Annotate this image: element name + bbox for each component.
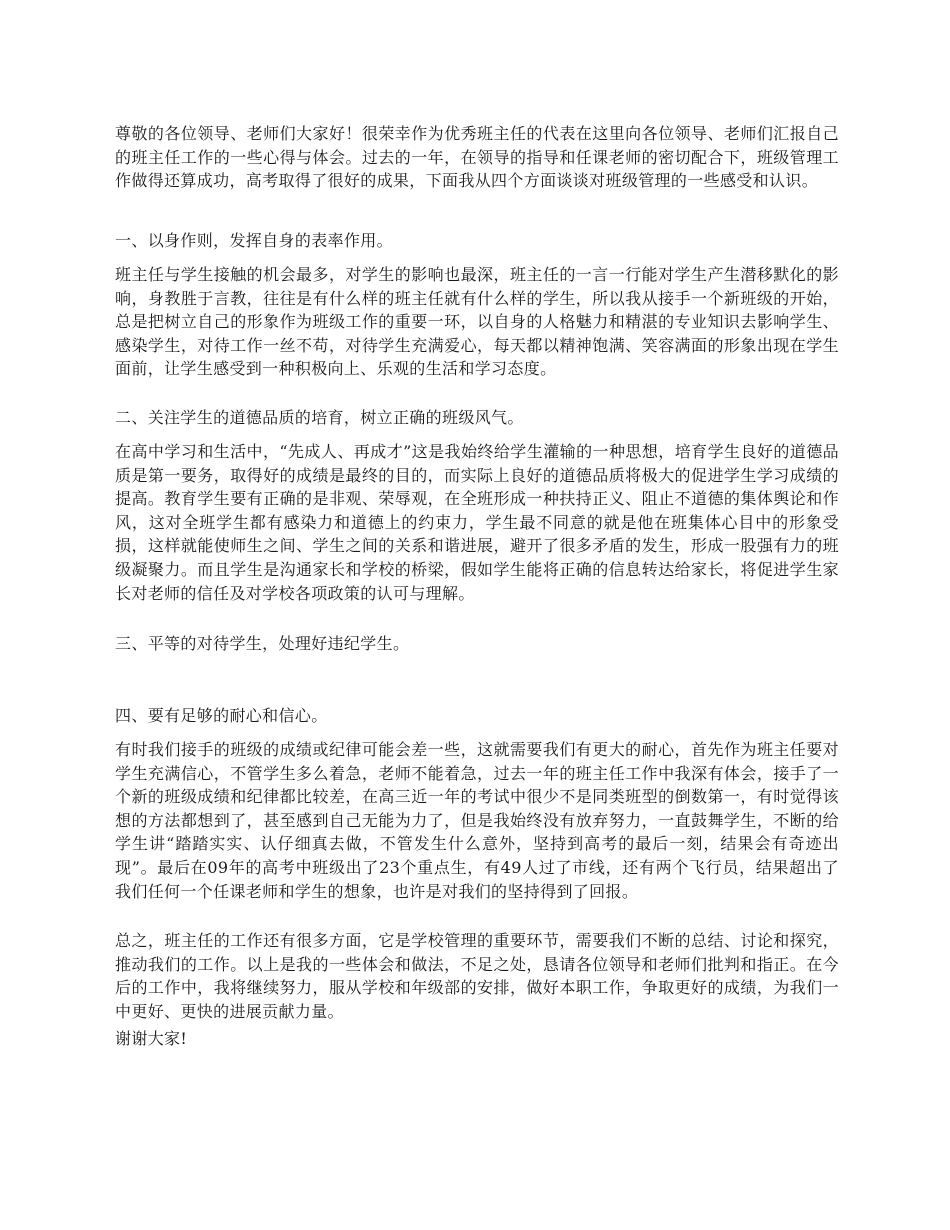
conclusion-paragraph: 总之，班主任的工作还有很多方面，它是学校管理的重要环节，需要我们不断的总结、讨论和探究，推动我们的工作。以上是我的一些体会和做法，不足之处，恳请各位领导和老师们批判和指正。在今后的工作中，我将继续努力，服从学校和年级部的安排，做好本职工作，争取更好的成绩，为我们一中更好、更快的进展贡献力量。 [115,931,839,1021]
section-4-paragraph: 有时我们接手的班级的成绩或纪律可能会差一些，这就需要我们有更大的耐心，首先作为班主任要对学生充满信心，不管学生多么着急，老师不能着急，过去一年的班主任工作中我深有体会，接手了一个新的班级成绩和纪律都比较差，在高三近一年的考试中很少不是同类班型的倒数第一，有时觉得该想的方法都想到了，甚至感到自己无能为力了，但是我始终没有放弃努力，一直鼓舞学生，不断的给学生讲“踏踏实实、认仔细真去做，不管发生什么意外，坚持到高考的最后一刻，结果会有奇迹出现”。最后在09年的高考中班级出了23个重点生，有49人过了市线，还有两个飞行员，结果超出了我们任何一个任课老师和学生的想象，也许是对我们的坚持得到了回报。 [115,740,839,901]
section-heading-2: 二、关注学生的道德品质的培育，树立正确的班级风气。 [115,408,524,427]
section-heading-4: 四、要有足够的耐心和信心。 [115,706,328,725]
section-1-paragraph: 班主任与学生接触的机会最多，对学生的影响也最深，班主任的一言一行能对学生产生潜移默化的影响，身教胜于言教，往往是有什么样的班主任就有什么样的学生，所以我从接手一个新班级的开始，总是把树立自己的形象作为班级工作的重要一环，以自身的人格魅力和精湛的专业知识去影响学生、感染学生，对待工作一丝不苟，对待学生充满爱心，每天都以精神饱满、笑容满面的形象出现在学生面前，让学生感受到一种积极向上、乐观的生活和学习态度。 [115,265,839,379]
section-heading-3: 三、平等的对待学生，处理好违纪学生。 [115,634,410,653]
section-heading-1: 一、以身作则，发挥自身的表率作用。 [115,231,393,250]
section-2-paragraph: 在高中学习和生活中，“先成人、再成才”这是我始终给学生灌输的一种思想，培育学生良好的道德品质是第一要务，取得好的成绩是最终的目的，而实际上良好的道德品质将极大的促进学生学习成绩的提高。教育学生要有正确的是非观、荣辱观，在全班形成一种扶持正义、阻止不道德的集体舆论和作风，这对全班学生都有感染力和道德上的约束力，学生最不同意的就是他在班集体心目中的形象受损，这样就能使师生之间、学生之间的关系和谐进展，避开了很多矛盾的发生，形成一股强有力的班级凝聚力。而且学生是沟通家长和学校的桥梁，假如学生能将正确的信息转达给家长，将促进学生家长对老师的信任及对学校各项政策的认可与理解。 [115,442,839,603]
closing-thanks: 谢谢大家! [115,1029,188,1048]
intro-paragraph: 尊敬的各位领导、老师们大家好！很荣幸作为优秀班主任的代表在这里向各位领导、老师们汇报自己的班主任工作的一些心得与体会。过去的一年，在领导的指导和任课老师的密切配合下，班级管理工作做得还算成功，高考取得了很好的成果，下面我从四个方面谈谈对班级管理的一些感受和认识。 [115,124,839,191]
